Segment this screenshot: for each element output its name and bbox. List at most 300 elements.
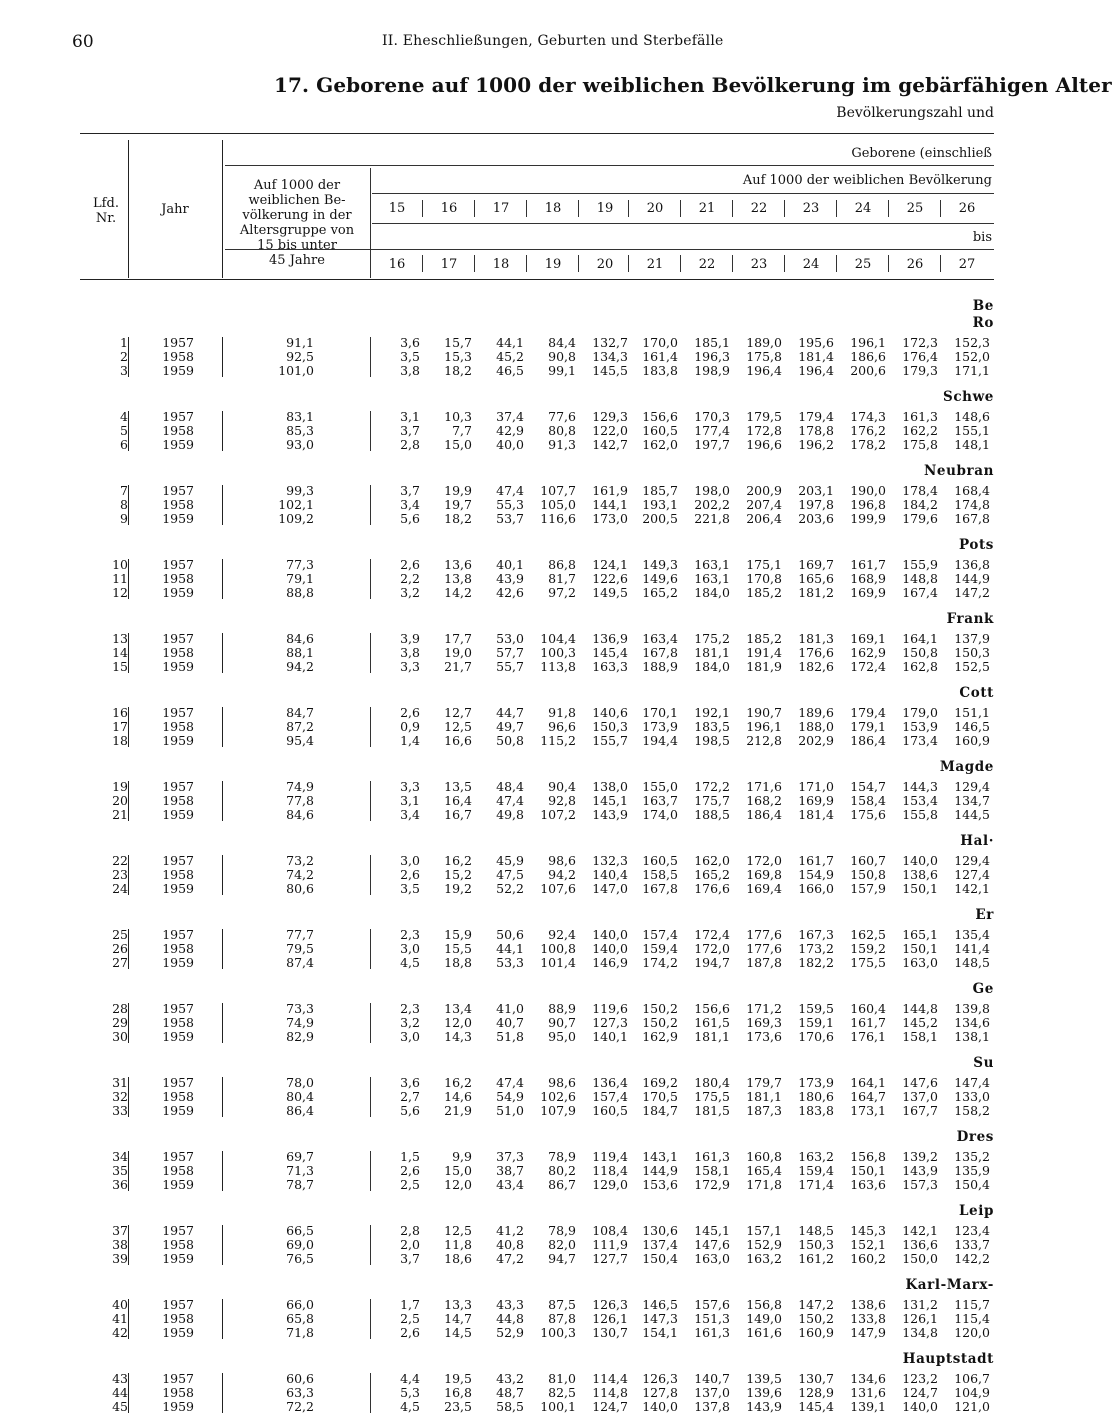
age-to-label: 20 bbox=[596, 257, 614, 272]
row-number: 16 bbox=[112, 705, 128, 720]
region-label: Hauptstadt bbox=[902, 1351, 994, 1367]
value-cell: 119,6 bbox=[592, 1001, 628, 1016]
region-label: Be Ro bbox=[972, 298, 994, 331]
row-number: 43 bbox=[112, 1371, 128, 1386]
value-cell: 12,7 bbox=[444, 705, 472, 720]
value-cell: 150,8 bbox=[902, 645, 938, 660]
value-cell: 153,6 bbox=[642, 1177, 678, 1192]
row-number: 28 bbox=[112, 1001, 128, 1016]
value-cell: 181,4 bbox=[798, 349, 834, 364]
year-cell: 1957 bbox=[162, 927, 194, 942]
value-cell: 150,1 bbox=[902, 941, 938, 956]
value-cell: 88,8 bbox=[286, 585, 314, 600]
value-cell: 197,7 bbox=[694, 437, 730, 452]
value-cell: 1,5 bbox=[400, 1149, 420, 1164]
value-cell: 139,2 bbox=[902, 1149, 938, 1164]
value-cell: 54,9 bbox=[496, 1089, 524, 1104]
value-cell: 136,4 bbox=[592, 1075, 628, 1090]
value-cell: 151,3 bbox=[694, 1311, 730, 1326]
value-cell: 3,1 bbox=[400, 409, 420, 424]
value-cell: 18,2 bbox=[444, 511, 472, 526]
region-label: Schwe bbox=[943, 389, 994, 405]
value-cell: 160,8 bbox=[746, 1149, 782, 1164]
value-cell: 3,3 bbox=[400, 659, 420, 674]
value-cell: 80,8 bbox=[548, 423, 576, 438]
value-cell: 94,2 bbox=[548, 867, 576, 882]
value-cell: 145,1 bbox=[592, 793, 628, 808]
row-number: 22 bbox=[112, 853, 128, 868]
value-cell: 182,6 bbox=[798, 659, 834, 674]
value-cell: 165,6 bbox=[798, 571, 834, 586]
value-cell: 40,8 bbox=[496, 1237, 524, 1252]
value-cell: 40,7 bbox=[496, 1015, 524, 1030]
value-cell: 167,8 bbox=[642, 881, 678, 896]
column-divider bbox=[940, 255, 941, 272]
age-from-label: 23 bbox=[802, 201, 820, 216]
value-cell: 149,6 bbox=[642, 571, 678, 586]
column-divider bbox=[680, 255, 681, 272]
value-cell: 1,7 bbox=[400, 1297, 420, 1312]
column-divider bbox=[680, 200, 681, 217]
value-cell: 160,9 bbox=[798, 1325, 834, 1340]
value-cell: 77,8 bbox=[286, 793, 314, 808]
value-cell: 98,6 bbox=[548, 853, 576, 868]
header-lfd-nr: Lfd. Nr. bbox=[93, 196, 119, 226]
value-cell: 71,3 bbox=[286, 1163, 314, 1178]
value-cell: 76,5 bbox=[286, 1251, 314, 1266]
value-cell: 169,3 bbox=[746, 1015, 782, 1030]
value-cell: 179,5 bbox=[746, 409, 782, 424]
value-cell: 3,7 bbox=[400, 423, 420, 438]
value-cell: 127,7 bbox=[592, 1251, 628, 1266]
value-cell: 105,0 bbox=[540, 497, 576, 512]
header-geborene: Geborene (einschließ bbox=[851, 146, 992, 161]
year-cell: 1959 bbox=[162, 363, 194, 378]
value-cell: 171,8 bbox=[746, 1177, 782, 1192]
value-cell: 74,9 bbox=[286, 1015, 314, 1030]
value-cell: 79,5 bbox=[286, 941, 314, 956]
value-cell: 172,0 bbox=[746, 853, 782, 868]
value-cell: 144,8 bbox=[902, 1001, 938, 1016]
value-cell: 134,6 bbox=[850, 1371, 886, 1386]
year-cell: 1958 bbox=[162, 1163, 194, 1178]
value-cell: 152,0 bbox=[954, 349, 990, 364]
column-divider bbox=[222, 1225, 223, 1265]
column-divider bbox=[128, 781, 129, 821]
value-cell: 146,9 bbox=[592, 955, 628, 970]
value-cell: 43,4 bbox=[496, 1177, 524, 1192]
header-auf-1000: Auf 1000 der weiblichen Bevölkerung bbox=[742, 173, 992, 188]
age-to-label: 23 bbox=[750, 257, 768, 272]
value-cell: 161,4 bbox=[642, 349, 678, 364]
value-cell: 142,1 bbox=[902, 1223, 938, 1238]
column-divider bbox=[628, 255, 629, 272]
value-cell: 13,5 bbox=[444, 779, 472, 794]
value-cell: 160,7 bbox=[850, 853, 886, 868]
value-cell: 95,0 bbox=[548, 1029, 576, 1044]
column-divider bbox=[128, 411, 129, 451]
age-to-label: 18 bbox=[492, 257, 510, 272]
value-cell: 171,0 bbox=[798, 779, 834, 794]
value-cell: 169,2 bbox=[642, 1075, 678, 1090]
value-cell: 163,0 bbox=[694, 1251, 730, 1266]
region-label: Er bbox=[975, 907, 994, 923]
running-head: II. Eheschließungen, Geburten und Sterbefälle bbox=[382, 33, 724, 49]
value-cell: 157,4 bbox=[642, 927, 678, 942]
year-cell: 1959 bbox=[162, 1325, 194, 1340]
value-cell: 140,0 bbox=[642, 1399, 678, 1414]
value-cell: 97,2 bbox=[548, 585, 576, 600]
value-cell: 147,6 bbox=[902, 1075, 938, 1090]
year-cell: 1957 bbox=[162, 1223, 194, 1238]
value-cell: 2,5 bbox=[400, 1177, 420, 1192]
value-cell: 137,8 bbox=[694, 1399, 730, 1414]
value-cell: 157,6 bbox=[694, 1297, 730, 1312]
value-cell: 49,7 bbox=[496, 719, 524, 734]
value-cell: 170,5 bbox=[642, 1089, 678, 1104]
value-cell: 19,5 bbox=[444, 1371, 472, 1386]
value-cell: 66,0 bbox=[286, 1297, 314, 1312]
value-cell: 188,5 bbox=[694, 807, 730, 822]
value-cell: 88,1 bbox=[286, 645, 314, 660]
value-cell: 4,4 bbox=[400, 1371, 420, 1386]
value-cell: 163,2 bbox=[798, 1149, 834, 1164]
value-cell: 121,0 bbox=[954, 1399, 990, 1414]
row-number: 27 bbox=[112, 955, 128, 970]
value-cell: 150,2 bbox=[642, 1001, 678, 1016]
year-cell: 1959 bbox=[162, 659, 194, 674]
column-divider bbox=[940, 200, 941, 217]
value-cell: 13,3 bbox=[444, 1297, 472, 1312]
value-cell: 140,4 bbox=[592, 867, 628, 882]
value-cell: 140,7 bbox=[694, 1371, 730, 1386]
value-cell: 137,9 bbox=[954, 631, 990, 646]
column-divider bbox=[370, 1299, 371, 1339]
age-to-label: 16 bbox=[388, 257, 406, 272]
value-cell: 21,9 bbox=[444, 1103, 472, 1118]
value-cell: 38,7 bbox=[496, 1163, 524, 1178]
region-label: Pots bbox=[958, 537, 994, 553]
row-number: 12 bbox=[112, 585, 128, 600]
column-divider bbox=[222, 1077, 223, 1117]
value-cell: 183,8 bbox=[642, 363, 678, 378]
value-cell: 65,8 bbox=[286, 1311, 314, 1326]
value-cell: 2,7 bbox=[400, 1089, 420, 1104]
year-cell: 1957 bbox=[162, 1297, 194, 1312]
age-from-label: 19 bbox=[596, 201, 614, 216]
year-cell: 1959 bbox=[162, 733, 194, 748]
value-cell: 111,9 bbox=[592, 1237, 628, 1252]
value-cell: 188,9 bbox=[642, 659, 678, 674]
value-cell: 154,1 bbox=[642, 1325, 678, 1340]
value-cell: 161,9 bbox=[592, 483, 628, 498]
value-cell: 181,3 bbox=[798, 631, 834, 646]
value-cell: 196,4 bbox=[746, 363, 782, 378]
value-cell: 177,6 bbox=[746, 941, 782, 956]
value-cell: 78,9 bbox=[548, 1223, 576, 1238]
row-number: 34 bbox=[112, 1149, 128, 1164]
year-cell: 1959 bbox=[162, 585, 194, 600]
value-cell: 162,9 bbox=[642, 1029, 678, 1044]
value-cell: 179,4 bbox=[798, 409, 834, 424]
value-cell: 78,7 bbox=[286, 1177, 314, 1192]
value-cell: 191,4 bbox=[746, 645, 782, 660]
value-cell: 108,4 bbox=[592, 1223, 628, 1238]
value-cell: 3,0 bbox=[400, 941, 420, 956]
column-divider bbox=[128, 633, 129, 673]
value-cell: 187,8 bbox=[746, 955, 782, 970]
value-cell: 142,7 bbox=[592, 437, 628, 452]
row-number: 21 bbox=[112, 807, 128, 822]
value-cell: 183,8 bbox=[798, 1103, 834, 1118]
row-number: 10 bbox=[112, 557, 128, 572]
value-cell: 202,9 bbox=[798, 733, 834, 748]
value-cell: 174,3 bbox=[850, 409, 886, 424]
value-cell: 87,5 bbox=[548, 1297, 576, 1312]
value-cell: 162,0 bbox=[694, 853, 730, 868]
value-cell: 150,3 bbox=[798, 1237, 834, 1252]
rule-line bbox=[372, 223, 994, 224]
value-cell: 133,8 bbox=[850, 1311, 886, 1326]
value-cell: 14,2 bbox=[444, 585, 472, 600]
value-cell: 144,1 bbox=[592, 497, 628, 512]
value-cell: 198,9 bbox=[694, 363, 730, 378]
value-cell: 3,2 bbox=[400, 585, 420, 600]
value-cell: 147,3 bbox=[642, 1311, 678, 1326]
column-divider bbox=[222, 337, 223, 377]
value-cell: 92,8 bbox=[548, 793, 576, 808]
value-cell: 104,4 bbox=[540, 631, 576, 646]
value-cell: 170,8 bbox=[746, 571, 782, 586]
year-cell: 1957 bbox=[162, 1149, 194, 1164]
value-cell: 3,8 bbox=[400, 645, 420, 660]
value-cell: 40,0 bbox=[496, 437, 524, 452]
value-cell: 48,7 bbox=[496, 1385, 524, 1400]
column-divider bbox=[732, 255, 733, 272]
value-cell: 146,5 bbox=[642, 1297, 678, 1312]
value-cell: 149,5 bbox=[592, 585, 628, 600]
value-cell: 169,8 bbox=[746, 867, 782, 882]
value-cell: 160,5 bbox=[642, 853, 678, 868]
value-cell: 167,8 bbox=[642, 645, 678, 660]
column-divider bbox=[370, 411, 371, 451]
column-divider bbox=[888, 200, 889, 217]
value-cell: 145,3 bbox=[850, 1223, 886, 1238]
value-cell: 16,2 bbox=[444, 853, 472, 868]
value-cell: 77,6 bbox=[548, 409, 576, 424]
value-cell: 15,5 bbox=[444, 941, 472, 956]
value-cell: 161,5 bbox=[694, 1015, 730, 1030]
value-cell: 152,1 bbox=[850, 1237, 886, 1252]
value-cell: 80,6 bbox=[286, 881, 314, 896]
value-cell: 3,1 bbox=[400, 793, 420, 808]
value-cell: 79,1 bbox=[286, 571, 314, 586]
year-cell: 1958 bbox=[162, 349, 194, 364]
region-label: Karl-Marx- bbox=[905, 1277, 994, 1293]
age-to-label: 19 bbox=[544, 257, 562, 272]
year-cell: 1959 bbox=[162, 1399, 194, 1414]
value-cell: 114,8 bbox=[592, 1385, 628, 1400]
value-cell: 81,0 bbox=[548, 1371, 576, 1386]
value-cell: 188,0 bbox=[798, 719, 834, 734]
value-cell: 165,4 bbox=[746, 1163, 782, 1178]
value-cell: 196,2 bbox=[798, 437, 834, 452]
value-cell: 126,3 bbox=[592, 1297, 628, 1312]
value-cell: 143,9 bbox=[746, 1399, 782, 1414]
column-divider bbox=[370, 633, 371, 673]
value-cell: 165,1 bbox=[902, 927, 938, 942]
value-cell: 100,1 bbox=[540, 1399, 576, 1414]
value-cell: 195,6 bbox=[798, 335, 834, 350]
value-cell: 77,3 bbox=[286, 557, 314, 572]
value-cell: 151,1 bbox=[954, 705, 990, 720]
value-cell: 2,6 bbox=[400, 705, 420, 720]
value-cell: 107,9 bbox=[540, 1103, 576, 1118]
value-cell: 94,7 bbox=[548, 1251, 576, 1266]
year-cell: 1958 bbox=[162, 1015, 194, 1030]
row-number: 15 bbox=[112, 659, 128, 674]
year-cell: 1957 bbox=[162, 853, 194, 868]
value-cell: 179,3 bbox=[902, 363, 938, 378]
value-cell: 23,5 bbox=[444, 1399, 472, 1414]
value-cell: 86,7 bbox=[548, 1177, 576, 1192]
value-cell: 174,0 bbox=[642, 807, 678, 822]
value-cell: 153,4 bbox=[902, 793, 938, 808]
value-cell: 152,3 bbox=[954, 335, 990, 350]
value-cell: 130,7 bbox=[592, 1325, 628, 1340]
value-cell: 175,8 bbox=[902, 437, 938, 452]
value-cell: 150,8 bbox=[850, 867, 886, 882]
value-cell: 157,9 bbox=[850, 881, 886, 896]
year-cell: 1958 bbox=[162, 1237, 194, 1252]
value-cell: 187,3 bbox=[746, 1103, 782, 1118]
row-number: 29 bbox=[112, 1015, 128, 1030]
value-cell: 40,1 bbox=[496, 557, 524, 572]
row-number: 1 bbox=[120, 335, 128, 350]
row-number: 23 bbox=[112, 867, 128, 882]
region-label: Magde bbox=[939, 759, 994, 775]
value-cell: 115,2 bbox=[540, 733, 576, 748]
value-cell: 69,0 bbox=[286, 1237, 314, 1252]
value-cell: 5,6 bbox=[400, 1103, 420, 1118]
value-cell: 203,6 bbox=[798, 511, 834, 526]
value-cell: 192,1 bbox=[694, 705, 730, 720]
value-cell: 172,3 bbox=[902, 335, 938, 350]
column-divider bbox=[370, 168, 371, 278]
value-cell: 101,0 bbox=[278, 363, 314, 378]
value-cell: 194,7 bbox=[694, 955, 730, 970]
value-cell: 173,4 bbox=[902, 733, 938, 748]
value-cell: 86,8 bbox=[548, 557, 576, 572]
value-cell: 178,2 bbox=[850, 437, 886, 452]
value-cell: 15,9 bbox=[444, 927, 472, 942]
column-divider bbox=[784, 200, 785, 217]
row-number: 14 bbox=[112, 645, 128, 660]
value-cell: 55,7 bbox=[496, 659, 524, 674]
value-cell: 176,4 bbox=[902, 349, 938, 364]
value-cell: 150,2 bbox=[798, 1311, 834, 1326]
value-cell: 43,3 bbox=[496, 1297, 524, 1312]
value-cell: 162,0 bbox=[642, 437, 678, 452]
value-cell: 176,6 bbox=[694, 881, 730, 896]
value-cell: 109,2 bbox=[278, 511, 314, 526]
value-cell: 148,8 bbox=[902, 571, 938, 586]
age-to-label: 26 bbox=[906, 257, 924, 272]
region-label: Dres bbox=[956, 1129, 994, 1145]
value-cell: 173,2 bbox=[798, 941, 834, 956]
value-cell: 175,8 bbox=[746, 349, 782, 364]
value-cell: 92,4 bbox=[548, 927, 576, 942]
value-cell: 184,0 bbox=[694, 585, 730, 600]
value-cell: 85,3 bbox=[286, 423, 314, 438]
value-cell: 0,9 bbox=[400, 719, 420, 734]
value-cell: 130,7 bbox=[798, 1371, 834, 1386]
value-cell: 42,9 bbox=[496, 423, 524, 438]
value-cell: 101,4 bbox=[540, 955, 576, 970]
age-to-label: 27 bbox=[958, 257, 976, 272]
value-cell: 41,0 bbox=[496, 1001, 524, 1016]
value-cell: 115,7 bbox=[954, 1297, 990, 1312]
value-cell: 12,0 bbox=[444, 1015, 472, 1030]
year-cell: 1958 bbox=[162, 1089, 194, 1104]
value-cell: 2,3 bbox=[400, 1001, 420, 1016]
value-cell: 170,3 bbox=[694, 409, 730, 424]
value-cell: 141,4 bbox=[954, 941, 990, 956]
value-cell: 181,2 bbox=[798, 585, 834, 600]
value-cell: 73,3 bbox=[286, 1001, 314, 1016]
value-cell: 18,6 bbox=[444, 1251, 472, 1266]
value-cell: 158,5 bbox=[642, 867, 678, 882]
value-cell: 158,1 bbox=[902, 1029, 938, 1044]
value-cell: 173,9 bbox=[642, 719, 678, 734]
value-cell: 84,4 bbox=[548, 335, 576, 350]
value-cell: 48,4 bbox=[496, 779, 524, 794]
column-divider bbox=[370, 707, 371, 747]
value-cell: 81,7 bbox=[548, 571, 576, 586]
value-cell: 139,6 bbox=[746, 1385, 782, 1400]
value-cell: 147,4 bbox=[954, 1075, 990, 1090]
value-cell: 134,3 bbox=[592, 349, 628, 364]
value-cell: 90,7 bbox=[548, 1015, 576, 1030]
value-cell: 179,7 bbox=[746, 1075, 782, 1090]
value-cell: 132,3 bbox=[592, 853, 628, 868]
value-cell: 136,9 bbox=[592, 631, 628, 646]
value-cell: 154,9 bbox=[798, 867, 834, 882]
value-cell: 80,4 bbox=[286, 1089, 314, 1104]
rule-line bbox=[225, 165, 994, 166]
value-cell: 47,5 bbox=[496, 867, 524, 882]
value-cell: 162,5 bbox=[850, 927, 886, 942]
value-cell: 172,8 bbox=[746, 423, 782, 438]
value-cell: 16,8 bbox=[444, 1385, 472, 1400]
value-cell: 14,6 bbox=[444, 1089, 472, 1104]
value-cell: 172,0 bbox=[694, 941, 730, 956]
value-cell: 164,1 bbox=[850, 1075, 886, 1090]
column-divider bbox=[526, 200, 527, 217]
value-cell: 5,3 bbox=[400, 1385, 420, 1400]
value-cell: 63,3 bbox=[286, 1385, 314, 1400]
value-cell: 72,2 bbox=[286, 1399, 314, 1414]
value-cell: 186,4 bbox=[746, 807, 782, 822]
value-cell: 147,2 bbox=[798, 1297, 834, 1312]
value-cell: 100,3 bbox=[540, 645, 576, 660]
value-cell: 73,2 bbox=[286, 853, 314, 868]
value-cell: 2,6 bbox=[400, 1325, 420, 1340]
value-cell: 150,4 bbox=[954, 1177, 990, 1192]
value-cell: 44,7 bbox=[496, 705, 524, 720]
value-cell: 2,6 bbox=[400, 1163, 420, 1178]
value-cell: 200,6 bbox=[850, 363, 886, 378]
